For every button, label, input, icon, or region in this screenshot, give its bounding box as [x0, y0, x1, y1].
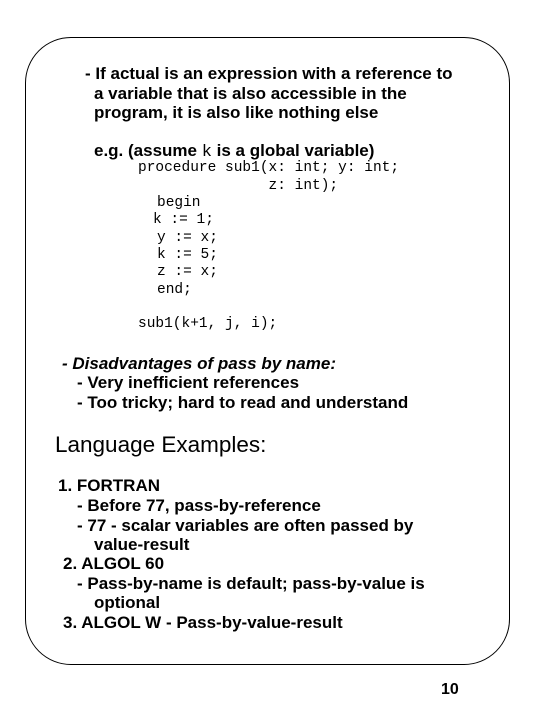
- example-algolw: 3. ALGOL W - Pass-by-value-result: [63, 613, 343, 632]
- code-line-k1: k := 1;: [153, 212, 214, 228]
- example-algol60-item-1: - Pass-by-name is default; pass-by-value is: [77, 574, 425, 593]
- example-algol60-item-1-cont: optional: [94, 593, 161, 612]
- code-procedure-line-2: z: int);: [138, 178, 339, 194]
- example-algol60: 2. ALGOL 60: [63, 554, 165, 573]
- disadvantage-item-2: - Too tricky; hard to read and understand: [77, 393, 409, 412]
- example-fortran: 1. FORTRAN: [58, 476, 160, 495]
- code-line-zx: z := x;: [157, 264, 218, 280]
- example-var: k: [201, 143, 212, 162]
- example-fortran-item-2: - 77 - scalar variables are often passed by: [77, 516, 414, 535]
- code-line-k5: k := 5;: [157, 247, 218, 263]
- example-prefix: e.g. (assume: [94, 141, 202, 160]
- page-number: 10: [441, 681, 459, 698]
- section-heading: Language Examples:: [55, 432, 267, 457]
- code-begin: begin: [157, 195, 201, 211]
- code-line-yx: y := x;: [157, 230, 218, 246]
- code-end: end;: [157, 282, 192, 298]
- code-procedure-line-1: procedure sub1(x: int; y: int;: [138, 160, 400, 176]
- intro-line-3: program, it is also like nothing else: [94, 103, 379, 122]
- intro-line-2: a variable that is also accessible in the: [94, 84, 407, 103]
- example-fortran-item-2-cont: value-result: [94, 535, 190, 554]
- disadvantages-title: - Disadvantages of pass by name:: [62, 354, 336, 373]
- example-suffix: is a global variable): [211, 141, 375, 160]
- intro-line-1: - If actual is an expression with a reference to: [85, 64, 453, 83]
- example-fortran-item-1: - Before 77, pass-by-reference: [77, 496, 321, 515]
- code-call: sub1(k+1, j, i);: [138, 316, 278, 332]
- disadvantage-item-1: - Very inefficient references: [77, 373, 300, 392]
